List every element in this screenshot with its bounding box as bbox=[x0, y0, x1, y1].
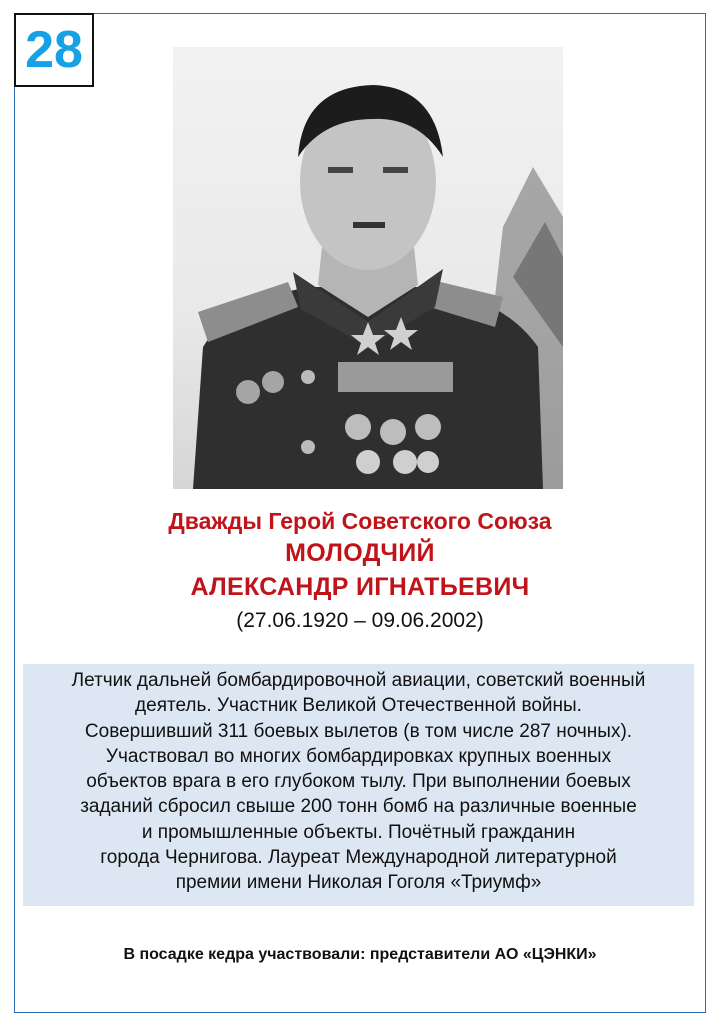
life-dates: (27.06.1920 – 09.06.2002) bbox=[236, 609, 484, 632]
bio-line: заданий сбросил свыше 200 тонн бомб на различные военные bbox=[80, 796, 637, 818]
bio-line: и промышленные объекты. Почётный гражданин bbox=[141, 821, 576, 843]
bio-line: деятель. Участник Великой Отечественной войны. bbox=[135, 695, 582, 717]
given-names: АЛЕКСАНДР ИГНАТЬЕВИЧ bbox=[190, 573, 530, 601]
bio-line: объектов врага в его глубоком тылу. При выполнении боевых bbox=[86, 771, 631, 793]
portrait-photo bbox=[173, 47, 563, 489]
bio-line: Участвовал во многих бомбардировках крупных военных bbox=[105, 745, 612, 767]
footer-participants: В посадке кедра участвовали: представители АО «ЦЭНКИ» bbox=[123, 946, 597, 963]
portrait-illustration bbox=[173, 47, 563, 489]
title-block bbox=[0, 506, 720, 636]
card-number: 28 bbox=[25, 21, 83, 79]
bio-line: Совершивший 311 боевых вылетов (в том числе 287 ночных). bbox=[84, 720, 633, 742]
card-number-badge bbox=[14, 13, 94, 87]
biography-box bbox=[23, 664, 694, 906]
honor-title: Дважды Герой Советского Союза bbox=[168, 508, 552, 534]
bio-line: премии имени Николая Гоголя «Триумф» bbox=[175, 872, 542, 894]
surname: МОЛОДЧИЙ bbox=[285, 539, 435, 567]
bio-line: города Чернигова. Лауреат Международной литературной bbox=[100, 847, 617, 869]
bio-line: Летчик дальней бомбардировочной авиации, советский военный bbox=[71, 670, 646, 691]
